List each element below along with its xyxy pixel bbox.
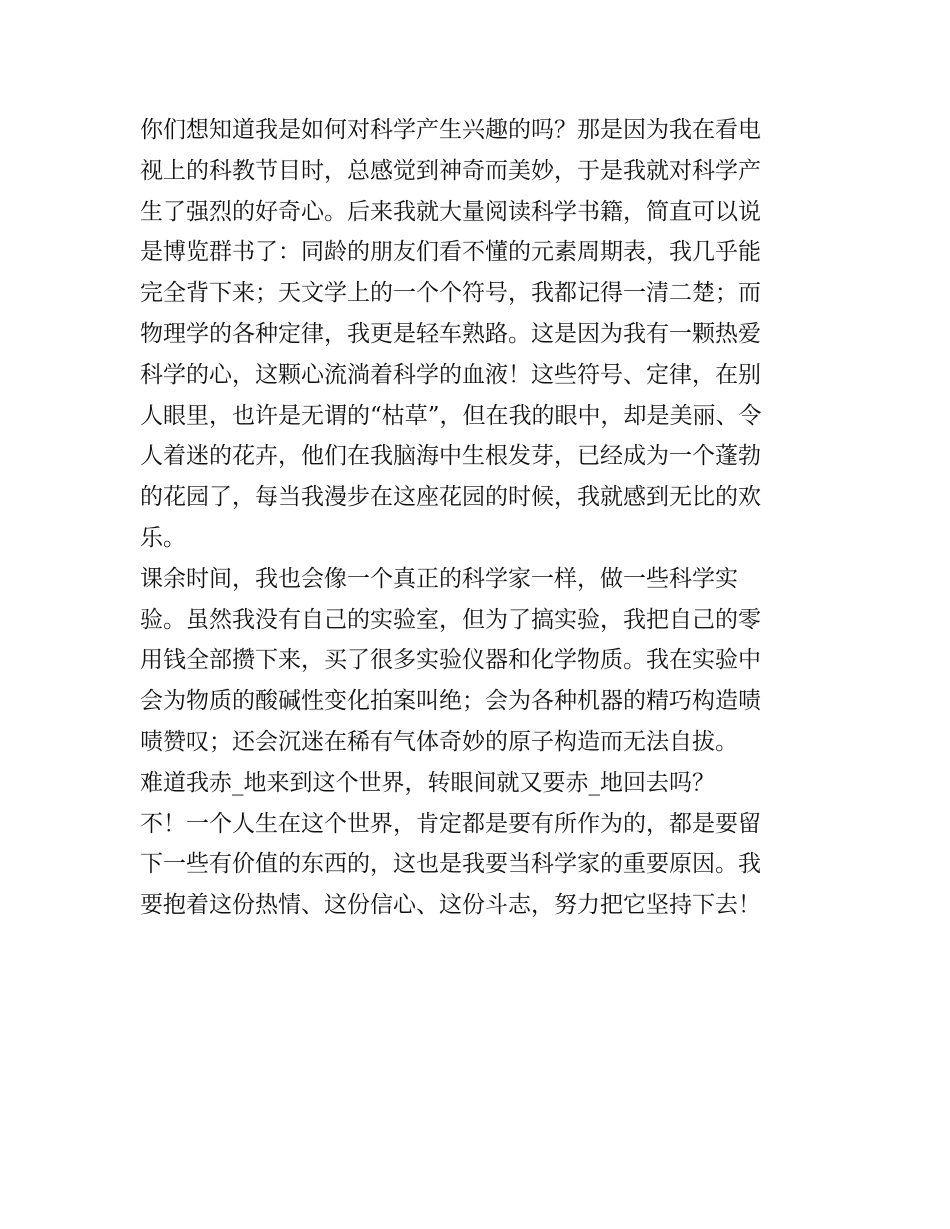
text-line: 课余时间，我也会像一个真正的科学家一样，做一些科学实 — [140, 565, 738, 592]
text-line: 完全背下来；天文学上的一个个符号，我都记得一清二楚；而 — [140, 280, 761, 307]
text-line: 啧赞叹；还会沉迷在稀有气体奇妙的原子构造而无法自拔。 — [140, 728, 738, 755]
text-line: 验。虽然我没有自己的实验室，但为了搞实验，我把自己的零 — [140, 606, 761, 633]
text-line: 是博览群书了：同龄的朋友们看不懂的元素周期表，我几乎能 — [140, 239, 761, 266]
text-line: 难道我赤_地来到这个世界，转眼间就又要赤_地回去吗？ — [140, 769, 715, 796]
text-line: 不！一个人生在这个世界，肯定都是要有所作为的，都是要留 — [140, 810, 761, 837]
text-line: 的花园了，每当我漫步在这座花园的时候，我就感到无比的欢 — [140, 484, 761, 511]
text-line: 科学的心，这颗心流淌着科学的血液！这些符号、定律，在别 — [140, 361, 761, 388]
text-line: 要抱着这份热情、这份信心、这份斗志，努力把它坚持下去！ — [140, 892, 761, 919]
text-line: 用钱全部攒下来，买了很多实验仪器和化学物质。我在实验中 — [140, 647, 761, 674]
text-line: 乐。 — [140, 524, 186, 551]
text-line: 视上的科教节目时，总感觉到神奇而美妙，于是我就对科学产 — [140, 157, 761, 184]
text-line: 会为物质的酸碱性变化拍案叫绝；会为各种机器的精巧构造啧 — [140, 688, 761, 715]
essay-text — [140, 110, 820, 926]
text-line: 物理学的各种定律，我更是轻车熟路。这是因为我有一颗热爱 — [140, 320, 761, 347]
text-line: 人着迷的花卉，他们在我脑海中生根发芽，已经成为一个蓬勃 — [140, 443, 761, 470]
text-line: 你们想知道我是如何对科学产生兴趣的吗？那是因为我在看电 — [140, 117, 761, 143]
text-line: 下一些有价值的东西的，这也是我要当科学家的重要原因。我 — [140, 851, 761, 878]
text-line: 人眼里，也许是无谓的“枯草”，但在我的眼中，却是美丽、令 — [140, 402, 762, 429]
text-line: 生了强烈的好奇心。后来我就大量阅读科学书籍，简直可以说 — [140, 198, 761, 225]
